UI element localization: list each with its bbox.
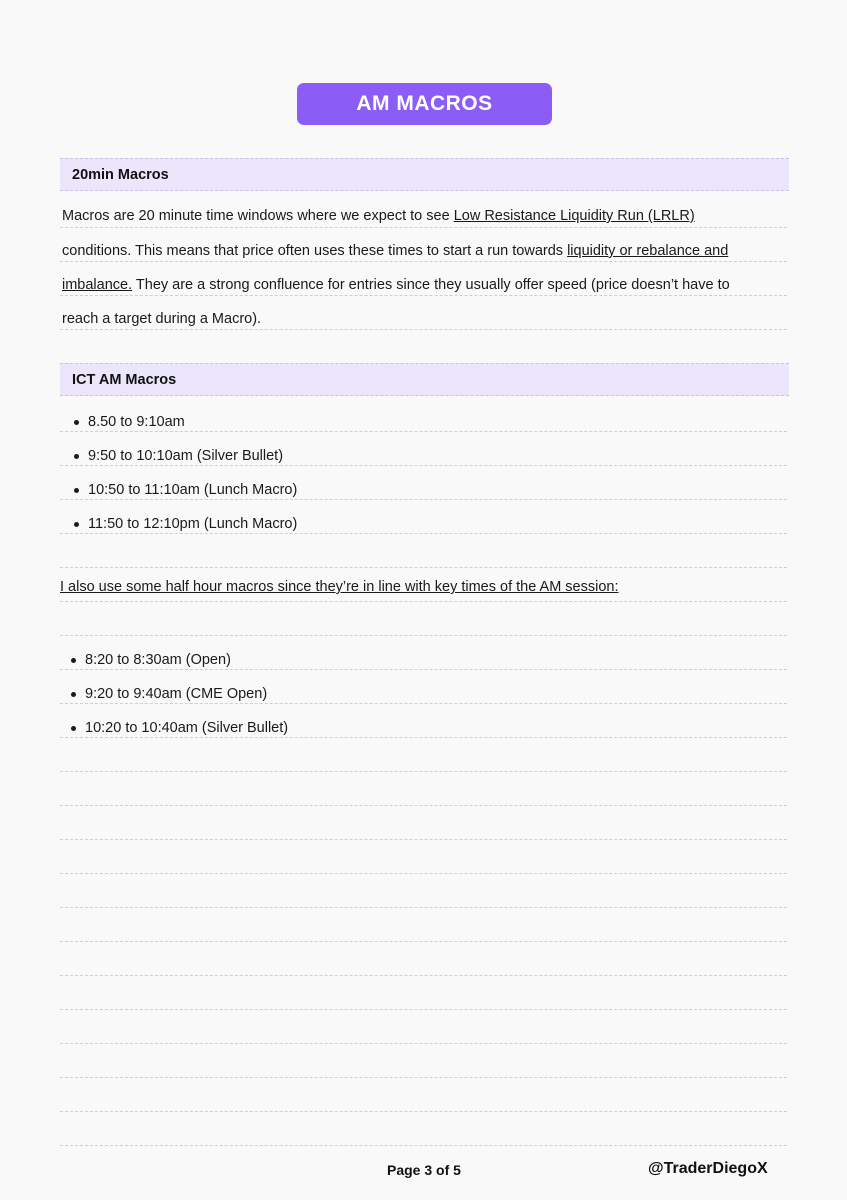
ruled-line — [60, 1009, 787, 1010]
ruled-line — [60, 567, 787, 568]
ruled-line — [60, 295, 787, 296]
paragraph-line-1 — [62, 207, 695, 225]
ruled-line — [60, 1077, 787, 1078]
page-title: AM MACROS — [297, 83, 552, 125]
ruled-line — [60, 635, 787, 636]
ruled-line — [60, 805, 787, 806]
list-item — [74, 447, 283, 465]
list-item-text: 10:50 to 11:10am (Lunch Macro) — [88, 482, 298, 498]
bullet-icon — [74, 420, 79, 425]
ruled-line — [60, 873, 787, 874]
paragraph-line-3 — [62, 276, 730, 294]
ruled-line — [60, 703, 787, 704]
ruled-line — [60, 261, 787, 262]
bullet-icon — [71, 692, 76, 697]
paragraph-line-2 — [62, 242, 728, 260]
ruled-line — [60, 465, 787, 466]
bullet-icon — [74, 488, 79, 493]
bullet-icon — [74, 522, 79, 527]
liquidity-link[interactable]: liquidity or rebalance and — [567, 243, 729, 259]
paragraph-text: They are a strong confluence for entries since they usually offer speed (price doesn’t have to — [132, 277, 730, 293]
ruled-line — [60, 227, 787, 228]
half-hour-note: I also use some half hour macros since they’re in line with key times of the AM session: — [60, 579, 619, 595]
lrlr-link[interactable]: Low Resistance Liquidity Run (LRLR) — [453, 208, 695, 224]
section-heading-label: ICT AM Macros — [72, 371, 177, 388]
paragraph-line-4: reach a target during a Macro). — [62, 311, 262, 327]
bullet-icon — [74, 454, 79, 459]
ruled-line — [60, 941, 787, 942]
bullet-icon — [71, 658, 76, 663]
list-item-text: 8:20 to 8:30am (Open) — [85, 652, 231, 668]
bullet-icon — [71, 726, 76, 731]
paragraph-text: Macros are 20 minute time windows where we expect to see — [62, 208, 454, 224]
list-item — [71, 651, 231, 669]
ruled-line — [60, 907, 787, 908]
ruled-line — [60, 601, 787, 602]
section-heading-ict-am-macros — [60, 363, 789, 396]
ruled-line — [60, 975, 787, 976]
ruled-line — [60, 329, 787, 330]
ruled-line — [60, 737, 787, 738]
ruled-line — [60, 1111, 787, 1112]
ruled-line — [60, 771, 787, 772]
ruled-line — [60, 431, 787, 432]
ruled-line — [60, 669, 787, 670]
paragraph-text: conditions. This means that price often uses these times to start a run towards — [62, 243, 568, 259]
section-heading-label: 20min Macros — [72, 166, 169, 183]
list-item-text: 11:50 to 12:10pm (Lunch Macro) — [88, 516, 298, 532]
section-heading-20min-macros — [60, 158, 789, 191]
page-number: Page 3 of 5 — [387, 1162, 461, 1178]
list-item-text: 8.50 to 9:10am — [88, 414, 185, 430]
ruled-line — [60, 533, 787, 534]
list-item-text: 10:20 to 10:40am (Silver Bullet) — [85, 720, 289, 736]
list-item — [71, 719, 288, 737]
list-item-text: 9:20 to 9:40am (CME Open) — [85, 686, 268, 702]
ruled-line — [60, 839, 787, 840]
list-item — [74, 481, 297, 499]
ruled-line — [60, 1145, 787, 1146]
imbalance-link[interactable]: imbalance. — [62, 277, 133, 293]
ruled-line — [60, 1043, 787, 1044]
list-item — [74, 413, 185, 431]
list-item — [74, 515, 297, 533]
author-handle: @TraderDiegoX — [648, 1160, 768, 1177]
ruled-line — [60, 499, 787, 500]
list-item-text: 9:50 to 10:10am (Silver Bullet) — [88, 448, 284, 464]
list-item — [71, 685, 267, 703]
